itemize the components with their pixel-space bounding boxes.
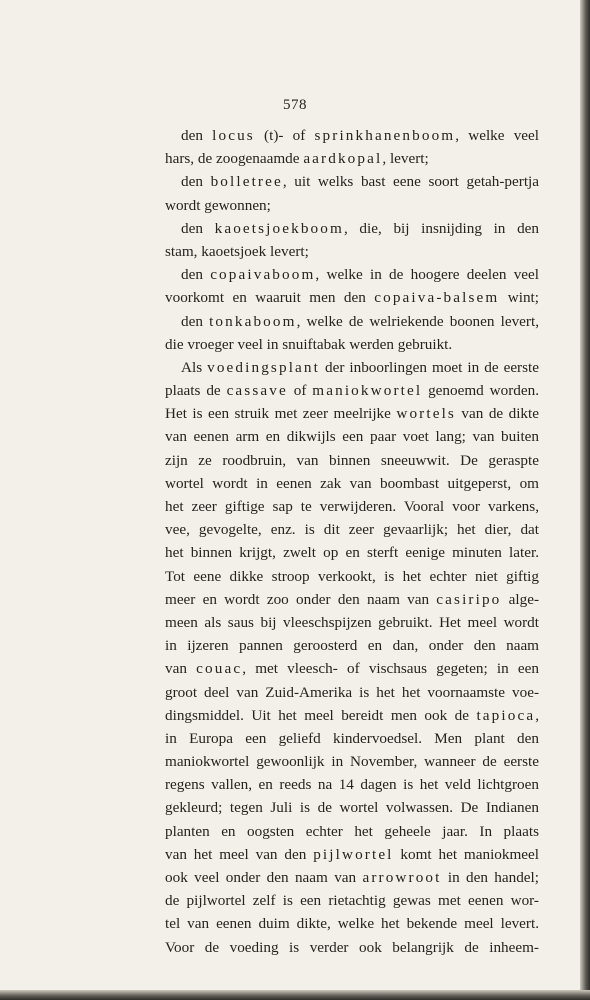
text-run: wortel wordt in eenen zak van boombast uitgeperst, om (165, 474, 539, 492)
text-line (165, 936, 539, 959)
text-line (165, 449, 539, 472)
text-run: Voor de voeding is verder ook belangrijk de inheem- (165, 938, 539, 956)
text-run: Als (181, 358, 208, 376)
text-run: van het meel van den (165, 845, 314, 863)
text-run: de pijlwortel zelf is een rietachtig gewas met eenen wor- (165, 892, 539, 910)
text-run: gekleurd; tegen Juli is de wortel volwassen. De Indianen (165, 799, 539, 817)
text-run: alge- (501, 590, 539, 608)
text-line (165, 472, 539, 495)
text-line (165, 240, 539, 263)
text-line (165, 541, 539, 564)
text-line (165, 704, 539, 727)
emphasized-term: couac (196, 660, 243, 678)
emphasized-term: casiripo (436, 590, 502, 608)
text-line (165, 773, 539, 796)
text-line (165, 495, 539, 518)
emphasized-term: copaiva-balsem (374, 289, 500, 307)
text-line (165, 681, 539, 704)
page-edge-shadow-bottom (0, 990, 590, 1000)
emphasized-term: bolletree (210, 173, 283, 191)
body-text (165, 124, 539, 959)
text-line (165, 379, 539, 402)
text-line (165, 820, 539, 843)
text-run: die vroeger veel in snuiftabak werden gebruikt. (165, 335, 453, 353)
text-run: plaats de (165, 382, 227, 400)
page-number: 578 (283, 97, 307, 113)
text-run: van de dikte (455, 405, 539, 423)
emphasized-term: cassave (226, 382, 288, 400)
emphasized-term: arrowroot (362, 869, 442, 886)
text-line (165, 727, 539, 750)
text-line (165, 333, 539, 356)
text-line (165, 147, 539, 170)
text-line (165, 217, 539, 240)
text-run: van eenen arm en dikwijls een paar voet lang; van buiten (165, 428, 539, 446)
text-run: meer en wordt zoo onder den naam van (165, 590, 437, 608)
text-run: , welke veel (455, 127, 540, 144)
emphasized-term: maniokwortel (312, 382, 423, 400)
text-run: den (181, 219, 215, 237)
text-run: in ijzeren pannen geroosterd en dan, onder den naam (165, 637, 539, 655)
text-run: , uit welks bast eene soort getah-pertja (282, 173, 540, 191)
text-run: , met vleesch- of vischsaus gegeten; in een (242, 660, 539, 678)
text-run: zijn ze roodbruin, van binnen sneeuwwit. De geraspte (165, 451, 539, 469)
text-line (165, 310, 539, 333)
text-line (165, 750, 539, 773)
text-line (165, 866, 539, 889)
emphasized-term: voedingsplant (207, 358, 320, 376)
text-run: stam, kaoetsjoek levert; (165, 242, 309, 260)
text-line (165, 657, 539, 680)
text-line (165, 402, 539, 425)
text-line (165, 634, 539, 657)
text-line (165, 565, 539, 588)
emphasized-term: sprinkhanenboom (314, 127, 456, 144)
text-run: genoemd worden. (422, 382, 539, 400)
text-run: Tot eene dikke stroop verkookt, is het echter niet giftig (165, 567, 539, 585)
text-line (165, 286, 539, 309)
text-line (165, 356, 539, 379)
text-run: wordt gewonnen; (165, 196, 271, 214)
text-run: den (181, 127, 213, 144)
text-run: regens vallen, en reeds na 14 dagen is het veld lichtgroen (165, 776, 539, 794)
text-run: het binnen krijgt, zwelt op en sterft eenige minuten later. (165, 544, 539, 562)
text-run: , welke in de hoogere deelen veel (315, 266, 539, 284)
text-line (165, 843, 539, 866)
text-run: in den handel; (441, 869, 539, 886)
text-run: meen als saus bij vleeschspijzen gebruikt. Het meel wordt (165, 613, 539, 631)
text-line (165, 588, 539, 611)
text-line (165, 425, 539, 448)
text-run: , (535, 706, 539, 724)
text-line (165, 889, 539, 912)
text-line (165, 194, 539, 217)
text-run: maniokwortel gewoonlijk in November, wanneer de eerste (165, 753, 539, 771)
emphasized-term: kaoetsjoekboom (214, 219, 344, 237)
text-run: groot deel van Zuid-Amerika is het het voornaamste voe- (165, 683, 539, 701)
text-line (165, 518, 539, 541)
text-line (165, 796, 539, 819)
text-run: Het is een struik met zeer meelrijke (165, 405, 397, 423)
emphasized-term: tapioca (476, 706, 536, 724)
text-run: (t)- of (254, 127, 315, 144)
text-run: wint; (499, 289, 539, 307)
text-line (165, 611, 539, 634)
text-run: komt het maniokmeel (393, 845, 539, 863)
text-run: , die, bij insnijding in den (343, 219, 539, 237)
text-run: tel van eenen duim dikte, welke het bekende meel levert. (165, 915, 539, 933)
emphasized-term: pijlwortel (313, 845, 394, 863)
text-line (165, 912, 539, 935)
text-run: planten en oogsten echter het geheele jaar. In plaats (165, 822, 539, 840)
text-run: den (181, 173, 211, 191)
text-run: den (181, 266, 211, 284)
text-run: in Europa een geliefd kindervoedsel. Men plant den (165, 729, 539, 747)
text-run: der inboorlingen moet in de eerste (319, 358, 539, 376)
emphasized-term: copaivaboom (210, 266, 316, 284)
text-run: , welke de welriekende boonen levert, (296, 312, 539, 330)
emphasized-term: wortels (396, 405, 456, 423)
text-run: het zeer giftige sap te verwijderen. Vooral voor varkens, (165, 498, 539, 515)
text-run: vee, gevogelte, enz. is dit zeer gevaarlijk; het dier, dat (165, 521, 539, 539)
text-run: dingsmiddel. Uit het meel bereidt men ook de (165, 706, 477, 724)
text-line (165, 263, 539, 286)
text-run: of (287, 382, 313, 400)
page-edge-shadow-right (580, 0, 590, 1000)
text-run: hars, de zoogenaamde (165, 150, 304, 168)
text-run: van (165, 660, 197, 678)
emphasized-term: locus (212, 127, 255, 144)
text-run: voorkomt en waaruit men den (165, 289, 375, 307)
emphasized-term: tonkaboom (209, 312, 297, 330)
emphasized-term: aardkopal (303, 150, 383, 168)
text-run: den (181, 312, 210, 330)
text-line (165, 170, 539, 193)
text-line (165, 124, 539, 147)
text-run: , levert; (382, 150, 429, 168)
text-run: ook veel onder den naam van (165, 869, 363, 886)
